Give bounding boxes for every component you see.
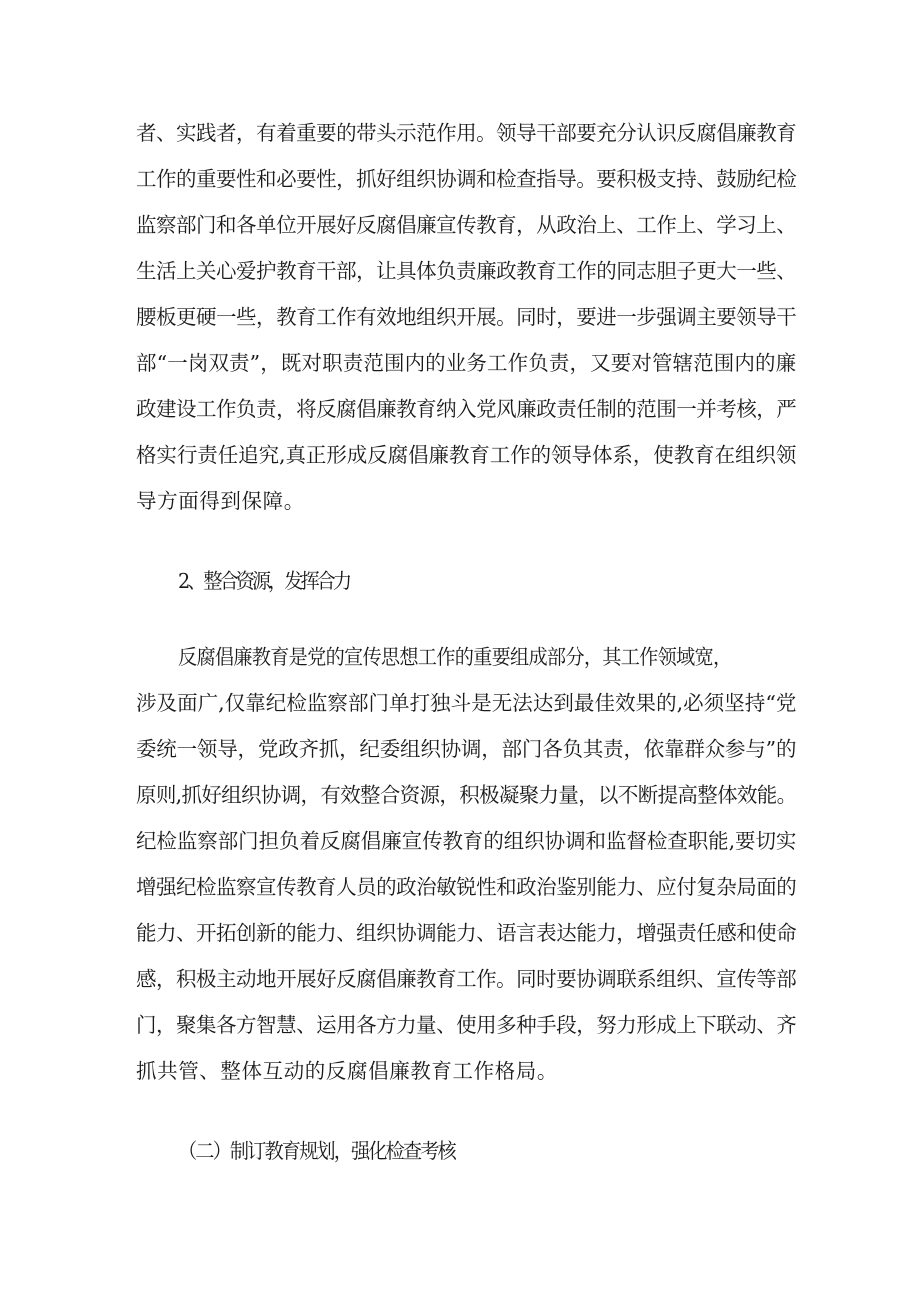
text-line: 委统一领导，党政齐抓，纪委组织协调，部门各负其责，依靠群众参与”的 <box>136 737 797 761</box>
text-line: 者、实践者，有着重要的带头示范作用。领导干部要充分认识反腐倡廉教育 <box>136 121 797 145</box>
text-line: 感，积极主动地开展好反腐倡廉教育工作。同时要协调联系组织、宣传等部 <box>136 967 797 991</box>
text-line: 部“一岗双责”，既对职责范围内的业务工作负责，又要对管辖范围内的廉 <box>136 351 797 375</box>
text-line: 政建设工作负责，将反腐倡廉教育纳入党风廉政责任制的范围一并考核，严 <box>136 397 797 421</box>
section-heading: （二）制订教育规划，强化检查考核 <box>178 1139 455 1163</box>
text-line: 工作的重要性和必要性，抓好组织协调和检查指导。要积极支持、鼓励纪检 <box>136 167 797 191</box>
text-line: 涉及面广,仅靠纪检监察部门单打独斗是无法达到最佳效果的,必须坚持“党 <box>136 691 797 715</box>
text-line: 反腐倡廉教育是党的宣传思想工作的重要组成部分，其工作领域宽， <box>178 645 732 669</box>
text-line: 生活上关心爱护教育干部，让具体负责廉政教育工作的同志胆子更大一些、 <box>136 259 797 283</box>
text-line: 监察部门和各单位开展好反腐倡廉宣传教育，从政治上、工作上、学习上、 <box>136 213 797 237</box>
text-line: 增强纪检监察宣传教育人员的政治敏锐性和政治鉴别能力、应付复杂局面的 <box>136 875 797 899</box>
text-line: 能力、开拓创新的能力、组织协调能力、语言表达能力，增强责任感和使命 <box>136 921 797 945</box>
text-line: 纪检监察部门担负着反腐倡廉宣传教育的组织协调和监督检查职能,要切实 <box>136 829 797 853</box>
text-line: 腰板更硬一些，教育工作有效地组织开展。同时，要进一步强调主要领导干 <box>136 305 797 329</box>
text-line: 格实行责任追究,真正形成反腐倡廉教育工作的领导体系，使教育在组织领 <box>136 443 797 467</box>
text-line: 原则,抓好组织协调，有效整合资源，积极凝聚力量，以不断提高整体效能。 <box>136 783 797 807</box>
subheading: 2、整合资源，发挥合力 <box>178 569 350 593</box>
text-line: 抓共管、整体互动的反腐倡廉教育工作格局。 <box>136 1059 558 1083</box>
text-line: 导方面得到保障。 <box>136 489 305 513</box>
text-line: 门，聚集各方智慧、运用各方力量、使用多种手段，努力形成上下联动、齐 <box>136 1013 797 1037</box>
